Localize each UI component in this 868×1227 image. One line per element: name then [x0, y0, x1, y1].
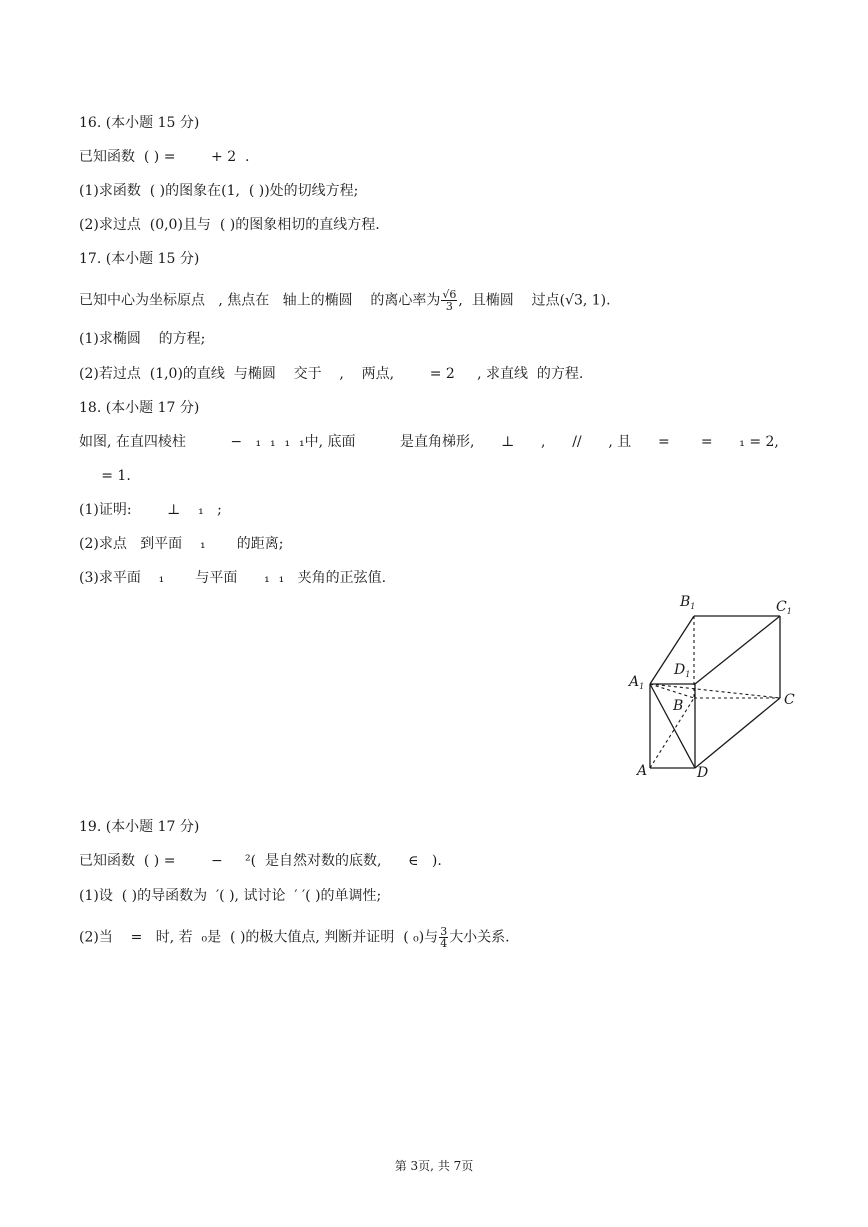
- label-a1: $A_1$: [629, 674, 645, 691]
- q18-stem-line1: 如图, 在直四棱柱 − ₁ ₁ ₁ ₁中, 底面 是直角梯形, ⊥ , // , 且 = = ₁ = 2,: [79, 434, 779, 450]
- hidden-edge-a1-c: [650, 684, 780, 698]
- q18-part3: (3)求平面 ₁ 与平面 ₁ ₁ 夹角的正弦值.: [79, 570, 387, 586]
- q16-header: 16. (本小题 15 分): [79, 115, 200, 131]
- q17-header: 17. (本小题 15 分): [79, 251, 200, 267]
- q18-part1: (1)证明: ⊥ ₁ ;: [79, 502, 222, 518]
- q19-stem: 已知函数 ( ) = − ²( 是自然对数的底数, ∈ ).: [79, 853, 442, 869]
- label-c: C: [784, 692, 795, 708]
- label-b: B: [673, 698, 684, 714]
- edge-d-c: [695, 698, 780, 768]
- q18-header: 18. (本小题 17 分): [79, 400, 200, 416]
- q19-part1: (1)设 ( )的导函数为 ′( ), 试讨论 ′ ′( )的单调性;: [79, 888, 382, 904]
- label-d1: $D_1$: [674, 662, 691, 679]
- q18-part2: (2)求点 到平面 ₁ 的距离;: [79, 536, 284, 552]
- q19-part2: (2)当 = 时, 若 ₀是 ( )的极大值点, 判断并证明 ( ₀)与 $\frac{3}{4}$ 大小关系.: [79, 925, 510, 950]
- eccentricity-fraction: $\frac{√6}{3}$: [442, 288, 457, 313]
- q17-part2: (2)若过点 (1,0)的直线 与椭圆 交于 , 两点, = 2 , 求直线 的方程.: [79, 366, 584, 382]
- q16-part1: (1)求函数 ( )的图象在(1, ( ))处的切线方程;: [79, 183, 359, 199]
- label-a: A: [637, 763, 648, 779]
- page-footer: 第 3页, 共 7页: [394, 1159, 474, 1173]
- q18-stem-line2: = 1.: [79, 468, 131, 484]
- edge-c1-d1: [695, 616, 780, 684]
- hidden-edge-a-b: [650, 698, 694, 768]
- edge-a1-d: [650, 684, 695, 768]
- q17-stem: 已知中心为坐标原点 , 焦点在 轴上的椭圆 的离心率为 $\frac{√6}{3}$ , 且椭圆 过点(√3, 1).: [79, 288, 611, 313]
- label-b1: $B_1$: [680, 594, 696, 611]
- label-c1: $C_1$: [776, 599, 792, 616]
- q16-part2: (2)求过点 (0,0)且与 ( )的图象相切的直线方程.: [79, 217, 380, 233]
- prism-figure: [620, 588, 820, 788]
- three-quarters-fraction: $\frac{3}{4}$: [440, 925, 448, 950]
- label-d: D: [697, 765, 709, 781]
- q19-header: 19. (本小题 17 分): [79, 819, 200, 835]
- q17-part1: (1)求椭圆 的方程;: [79, 331, 206, 347]
- q16-stem: 已知函数 ( ) = + 2 .: [79, 149, 250, 165]
